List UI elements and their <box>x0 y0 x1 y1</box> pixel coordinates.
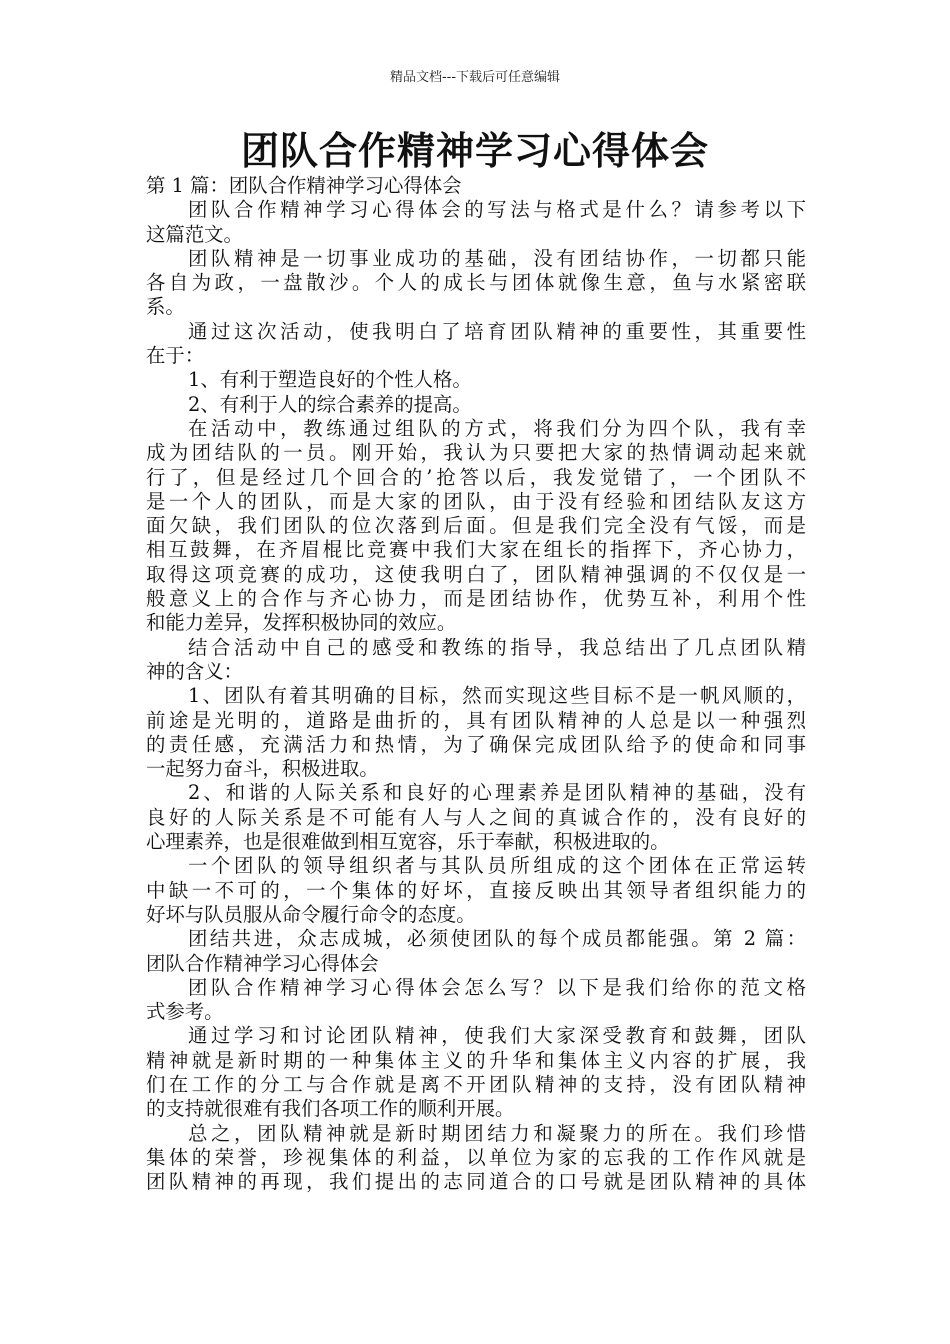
text-line: 团队精神的再现，我们提出的志同道合的口号就是团队精神的具体 <box>146 1170 806 1194</box>
header-note: 精品文档---下载后可任意编辑 <box>389 70 561 85</box>
text-line: 面欠缺，我们团队的位次落到后面。但是我们完全没有气馁，而是 <box>146 514 806 538</box>
text-line: 相互鼓舞，在齐眉棍比竞赛中我们大家在组长的指挥下，齐心协力， <box>146 538 806 562</box>
text-line: 行了，但是经过几个回合的’抢答以后，我发觉错了，一个团队不 <box>146 465 806 489</box>
text-line: 一起努力奋斗，积极进取。 <box>146 757 379 781</box>
text-line: 好坏与队员服从命令履行命令的态度。 <box>146 902 476 926</box>
text-line: 的支持就很难有我们各项工作的顺利开展。 <box>146 1097 515 1121</box>
text-line: 取得这项竞赛的成功，这使我明白了，团队精神强调的不仅仅是一 <box>146 562 806 586</box>
text-line: 第 1 篇：团队合作精神学习心得体会 <box>146 174 462 197</box>
text-line: 集体的荣誉，珍视集体的利益，以单位为家的忘我的工作作风就是 <box>146 1145 806 1169</box>
document-title: 团队合作精神学习心得体会 <box>240 129 709 173</box>
text-line: 系。 <box>146 295 185 319</box>
text-line: 1、有利于塑造良好的个性人格。 <box>188 368 472 392</box>
text-line: 成为团结队的一员。刚开始，我认为只要把大家的热情调动起来就 <box>146 441 806 465</box>
text-line: 中缺一不可的，一个集体的好坏，直接反映出其领导者组织能力的 <box>146 878 806 902</box>
text-line: 在活动中，教练通过组队的方式，将我们分为四个队，我有幸 <box>188 416 806 440</box>
text-line: 神的含义： <box>146 659 243 683</box>
text-line: 团队合作精神学习心得体会 <box>146 951 379 975</box>
text-line: 团队合作精神学习心得体会的写法与格式是什么？请参考以下 <box>188 198 806 222</box>
text-line: 心理素养，也是很难做到相互宽容，乐于奉献，积极进取的。 <box>146 830 670 854</box>
text-line: 般意义上的合作与齐心协力，而是团结协作，优势互补，利用个性 <box>146 587 806 611</box>
text-line: 1、团队有着其明确的目标，然而实现这些目标不是一帆风顺的， <box>188 684 806 708</box>
text-line: 总之，团队精神就是新时期团结力和凝聚力的所在。我们珍惜 <box>188 1121 806 1145</box>
text-line: 这篇范文。 <box>146 222 243 246</box>
text-line: 和能力差异，发挥积极协同的效应。 <box>146 611 457 635</box>
text-line: 通过学习和讨论团队精神，使我们大家深受教育和鼓舞，团队 <box>188 1024 806 1048</box>
text-line: 团队精神是一切事业成功的基础，没有团结协作，一切都只能 <box>188 246 806 270</box>
text-line: 通过这次活动，使我明白了培育团队精神的重要性，其重要性 <box>188 319 806 343</box>
text-line: 是一个人的团队，而是大家的团队，由于没有经验和团结队友这方 <box>146 489 806 513</box>
text-line: 一个团队的领导组织者与其队员所组成的这个团体在正常运转 <box>188 854 806 878</box>
text-line: 前途是光明的，道路是曲折的，具有团队精神的人总是以一种强烈 <box>146 708 806 732</box>
text-line: 在于： <box>146 344 205 368</box>
text-line: 团队合作精神学习心得体会怎么写？以下是我们给你的范文格 <box>188 975 806 999</box>
document-body <box>146 174 806 1194</box>
text-line: 的责任感，充满活力和热情，为了确保完成团队给予的使命和同事 <box>146 732 806 756</box>
text-line: 精神就是新时期的一种集体主义的升华和集体主义内容的扩展，我 <box>146 1048 806 1072</box>
text-line: 各自为政，一盘散沙。个人的成长与团体就像生意，鱼与水紧密联 <box>146 271 806 295</box>
text-line: 良好的人际关系是不可能有人与人之间的真诚合作的，没有良好的 <box>146 805 806 829</box>
text-line: 2、和谐的人际关系和良好的心理素养是团队精神的基础，没有 <box>188 781 806 805</box>
text-line: 团结共进，众志成城，必须使团队的每个成员都能强。第 2 篇： <box>188 927 806 951</box>
text-line: 结合活动中自己的感受和教练的指导，我总结出了几点团队精 <box>188 635 806 659</box>
text-line: 2、有利于人的综合素养的提高。 <box>188 392 472 416</box>
text-line: 式参考。 <box>146 1000 224 1024</box>
text-line: 们在工作的分工与合作就是离不开团队精神的支持，没有团队精神 <box>146 1072 806 1096</box>
